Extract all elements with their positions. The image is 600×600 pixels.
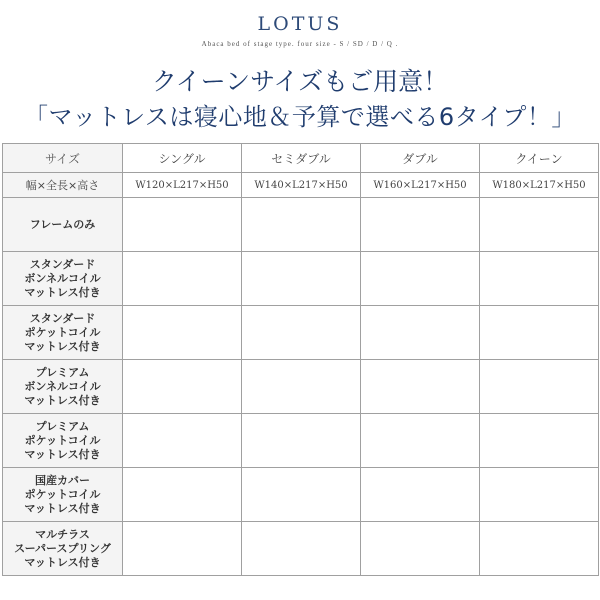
- image-cell: [242, 360, 361, 414]
- header-double: ダブル: [361, 144, 480, 173]
- image-cell: [480, 414, 599, 468]
- table-row: [3, 414, 599, 468]
- table-row: [3, 360, 599, 414]
- header-semi-double: セミダブル: [242, 144, 361, 173]
- table-row: [3, 252, 599, 306]
- row-label-line: マットレス付き: [24, 555, 101, 569]
- image-cell: [480, 468, 599, 522]
- image-cell: [361, 522, 480, 576]
- row-label: [3, 360, 123, 414]
- headline-line2: 「マットレスは寝心地＆予算で選べる6タイプ！」: [24, 103, 576, 131]
- table-header-row: [3, 144, 599, 173]
- image-cell: [480, 360, 599, 414]
- dimension-double: W160×L217×H50: [361, 173, 480, 198]
- image-cell: [123, 360, 242, 414]
- dimension-single: W120×L217×H50: [123, 173, 242, 198]
- row-label-line: ボンネルコイル: [24, 379, 101, 393]
- size-variant-table: [2, 143, 599, 576]
- table-row: [3, 198, 599, 252]
- row-label-line: ポケットコイル: [24, 487, 101, 501]
- row-label-line: マルチラス: [35, 527, 90, 541]
- image-cell: [480, 306, 599, 360]
- row-label-line: プレミアム: [35, 365, 90, 379]
- image-cell: [480, 522, 599, 576]
- dimension-queen: W180×L217×H50: [480, 173, 599, 198]
- row-label: [3, 468, 123, 522]
- header-queen: クイーン: [480, 144, 599, 173]
- table-row: [3, 306, 599, 360]
- row-label-line: 国産カバー: [35, 473, 90, 487]
- image-cell: [361, 198, 480, 252]
- dimension-semi-double: W140×L217×H50: [242, 173, 361, 198]
- row-label-line: マットレス付き: [24, 447, 101, 461]
- image-cell: [242, 522, 361, 576]
- row-label-line: フレームのみ: [29, 217, 96, 231]
- row-label-line: マットレス付き: [24, 501, 101, 515]
- row-label-line: マットレス付き: [24, 393, 101, 407]
- image-cell: [123, 198, 242, 252]
- image-cell: [480, 198, 599, 252]
- image-cell: [242, 468, 361, 522]
- image-cell: [242, 252, 361, 306]
- dimension-row: [3, 173, 599, 198]
- image-cell: [361, 306, 480, 360]
- headline-line1: クイーンサイズもご用意！: [151, 67, 449, 96]
- row-label-line: ポケットコイル: [24, 325, 101, 339]
- row-label: [3, 522, 123, 576]
- brand-logo: LOTUS: [257, 13, 343, 35]
- row-label-line: スタンダード: [29, 257, 96, 271]
- table-row: [3, 522, 599, 576]
- row-label: [3, 306, 123, 360]
- row-label: [3, 414, 123, 468]
- image-cell: [361, 252, 480, 306]
- row-label: [3, 198, 123, 252]
- image-cell: [242, 198, 361, 252]
- image-cell: [361, 414, 480, 468]
- image-cell: [123, 306, 242, 360]
- image-cell: [123, 414, 242, 468]
- table-row: [3, 468, 599, 522]
- image-cell: [123, 468, 242, 522]
- row-label-line: ボンネルコイル: [24, 271, 101, 285]
- row-label-line: プレミアム: [35, 419, 90, 433]
- image-cell: [361, 360, 480, 414]
- image-cell: [242, 414, 361, 468]
- row-label-line: スタンダード: [29, 311, 96, 325]
- image-cell: [480, 252, 599, 306]
- image-cell: [123, 252, 242, 306]
- row-label-line: スーパースプリング: [14, 541, 111, 555]
- row-label-line: ポケットコイル: [24, 433, 101, 447]
- image-cell: [361, 468, 480, 522]
- dimension-label: 幅×全長×高さ: [3, 173, 123, 198]
- header-single: シングル: [123, 144, 242, 173]
- header-size-label: サイズ: [3, 144, 123, 173]
- brand-subtitle: Abaca bed of stage type. four size - S / SD / D / Q .: [201, 40, 399, 48]
- image-cell: [123, 522, 242, 576]
- row-label: [3, 252, 123, 306]
- row-label-line: マットレス付き: [24, 339, 101, 353]
- image-cell: [242, 306, 361, 360]
- row-label-line: マットレス付き: [24, 285, 101, 299]
- brand-header: [0, 12, 600, 50]
